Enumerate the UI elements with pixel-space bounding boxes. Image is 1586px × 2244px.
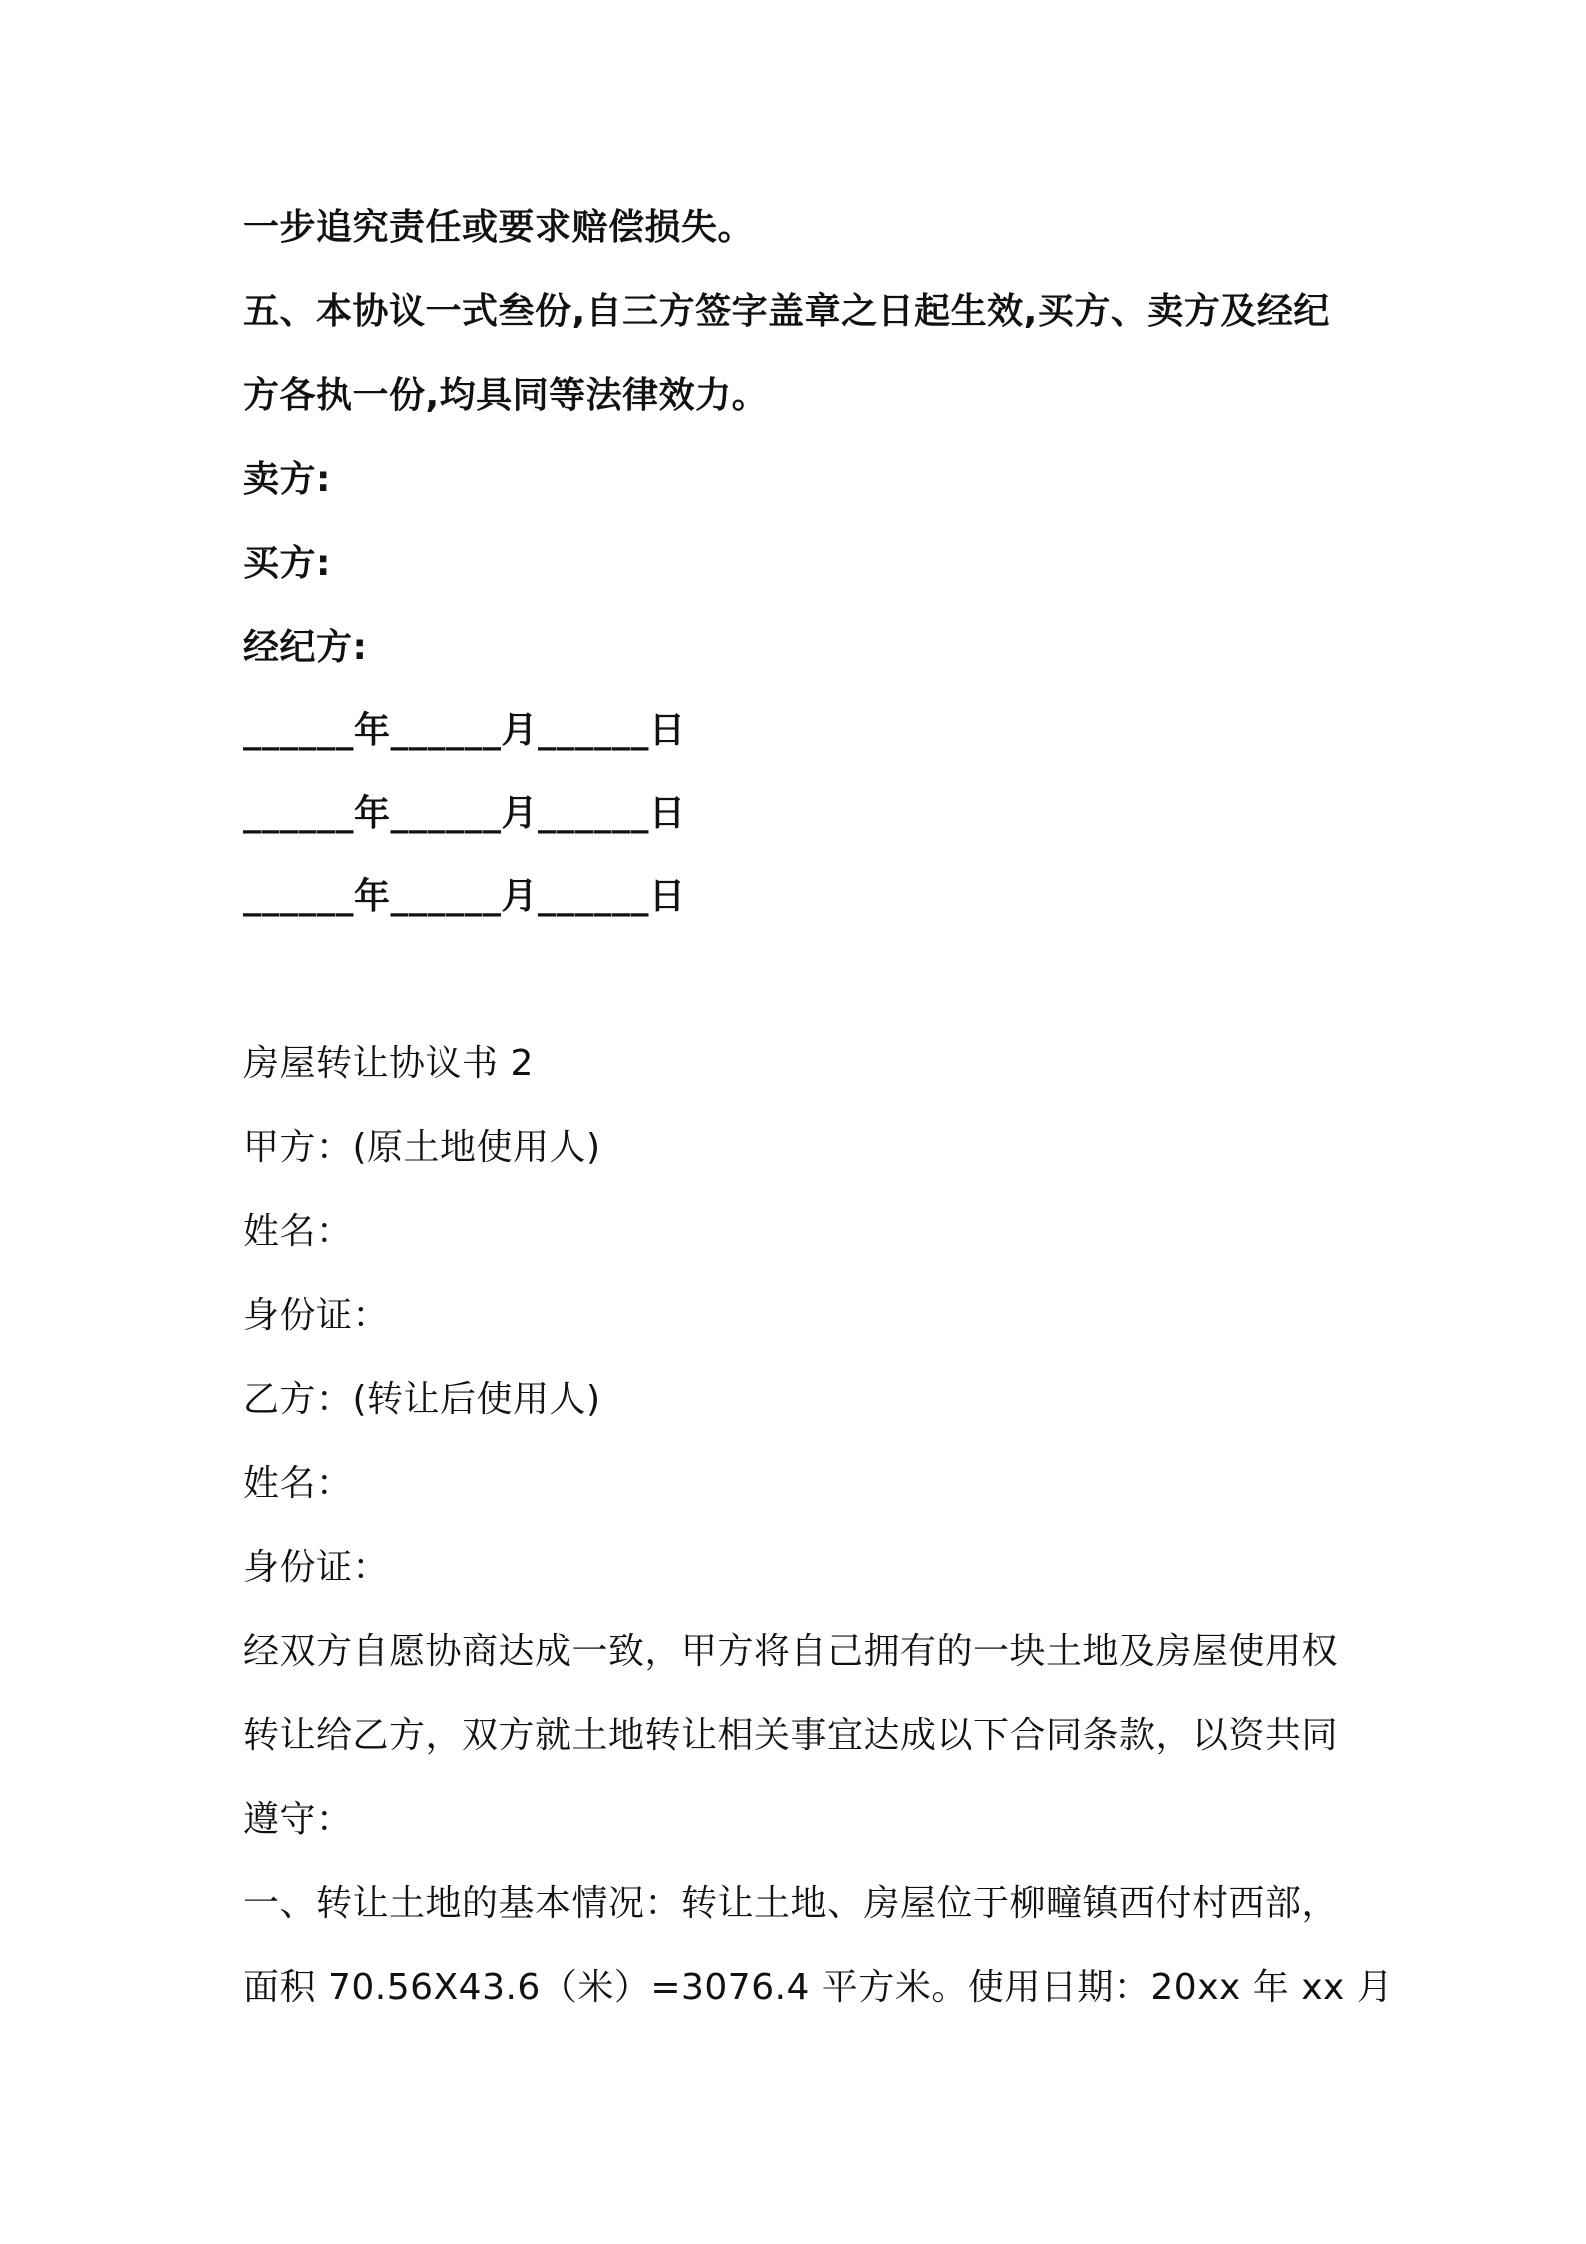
party-a-name-field: 姓名：	[243, 1211, 353, 1252]
clause-1-line-1: 一、转让土地的基本情况：转让土地、房屋位于柳疃镇西付村西部，	[243, 1883, 1339, 1924]
continuation-line: 一步追究责任或要求赔偿损失。	[243, 207, 755, 248]
party-a-label: 甲方：(原土地使用人)	[243, 1127, 601, 1168]
intro-line-2: 转让给乙方，双方就土地转让相关事宜达成以下合同条款，以资共同	[243, 1715, 1339, 1756]
buyer-label: 买方:	[243, 543, 331, 584]
seller-label: 卖方:	[243, 459, 331, 500]
party-a-id-field: 身份证：	[243, 1295, 390, 1336]
party-b-label: 乙方：(转让后使用人)	[243, 1379, 601, 1420]
clause-1-line-2: 面积 70.56X43.6（米）=3076.4 平方米。使用日期：20xx 年 xx 月	[243, 1967, 1394, 2008]
document-title: 房屋转让协议书 2	[243, 1043, 534, 1084]
clause-5-line-2: 方各执一份,均具同等法律效力。	[243, 375, 769, 416]
agent-label: 经纪方:	[243, 627, 368, 668]
date-line-seller: ______年______月______日	[243, 710, 686, 751]
clause-5-line-1: 五、本协议一式叁份,自三方签字盖章之日起生效,买方、卖方及经纪	[243, 291, 1330, 332]
party-b-id-field: 身份证：	[243, 1547, 390, 1588]
intro-line-3: 遵守：	[243, 1799, 353, 1840]
party-b-name-field: 姓名：	[243, 1463, 353, 1504]
date-line-buyer: ______年______月______日	[243, 793, 686, 834]
intro-line-1: 经双方自愿协商达成一致，甲方将自己拥有的一块土地及房屋使用权	[243, 1631, 1339, 1672]
date-line-agent: ______年______月______日	[243, 876, 686, 917]
